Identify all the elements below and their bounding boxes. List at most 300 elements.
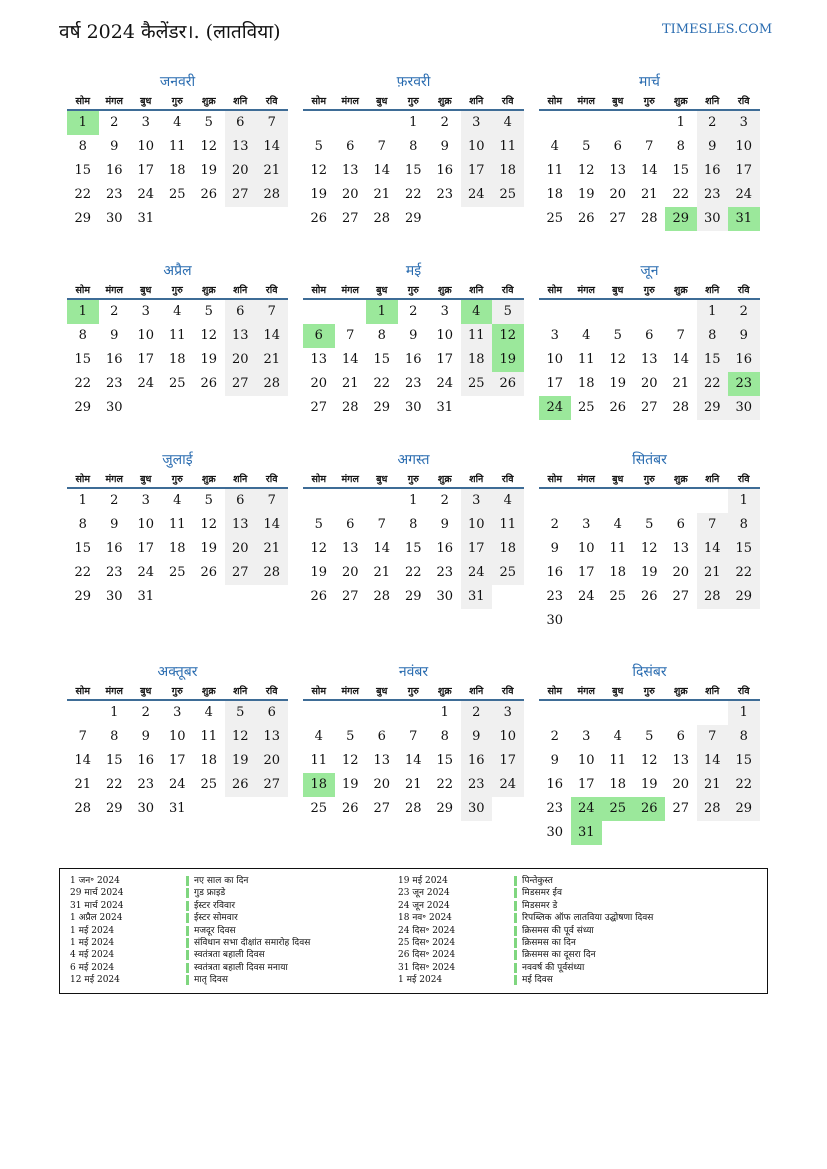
day-cell[interactable]: 14 [640,163,658,178]
day-cell[interactable]: 8 [697,324,729,348]
day-cell[interactable]: 18 [577,376,595,391]
day-cell[interactable]: 17 [137,163,155,178]
day-cell[interactable]: 8 [409,139,418,154]
day-cell[interactable]: 19 [200,352,218,367]
day-cell[interactable]: 21 [404,777,422,792]
day-cell[interactable]: 6 [645,328,654,343]
day-cell[interactable]: 29 [697,396,729,420]
day-cell[interactable]: 28 [256,561,288,585]
day-cell[interactable]: 12 [200,139,218,154]
day-cell[interactable]: 25 [492,561,524,585]
day-cell[interactable]: 14 [373,541,391,556]
day-cell[interactable]: 4 [613,517,622,532]
day-cell[interactable]: 8 [728,513,760,537]
day-cell[interactable]: 16 [436,541,454,556]
day-cell[interactable]: 5 [346,729,355,744]
day-cell[interactable]: 23 [546,801,564,816]
day-cell[interactable]: 22 [404,187,422,202]
day-cell[interactable]: 2 [550,729,559,744]
day-cell[interactable]: 22 [404,565,422,580]
day-cell[interactable]: 18 [168,163,186,178]
day-cell[interactable]: 24 [436,376,454,391]
day-cell[interactable]: 8 [78,139,87,154]
day-cell[interactable]: 5 [204,115,213,130]
day-cell[interactable]: 22 [74,376,92,391]
day-cell[interactable]: 7 [377,139,386,154]
day-cell[interactable]: 19 [492,348,524,372]
day-cell[interactable]: 9 [550,541,559,556]
day-cell[interactable]: 1 [110,705,119,720]
day-cell[interactable]: 28 [373,211,391,226]
day-cell[interactable]: 17 [577,565,595,580]
day-cell[interactable]: 16 [404,352,422,367]
day-cell[interactable]: 24 [137,187,155,202]
day-cell[interactable]: 24 [539,396,571,420]
day-cell[interactable]: 29 [74,589,92,604]
day-cell[interactable]: 25 [492,183,524,207]
day-cell[interactable]: 13 [341,163,359,178]
day-cell[interactable]: 17 [168,753,186,768]
day-cell[interactable]: 30 [546,613,564,628]
day-cell[interactable]: 25 [168,376,186,391]
day-cell[interactable]: 8 [78,517,87,532]
day-cell[interactable]: 1 [409,493,418,508]
day-cell[interactable]: 27 [373,801,391,816]
day-cell[interactable]: 23 [404,376,422,391]
day-cell[interactable]: 30 [137,801,155,816]
day-cell[interactable]: 25 [602,797,634,821]
day-cell[interactable]: 3 [141,304,150,319]
day-cell[interactable]: 21 [373,187,391,202]
day-cell[interactable]: 28 [640,211,658,226]
day-cell[interactable]: 9 [550,753,559,768]
day-cell[interactable]: 12 [640,753,658,768]
day-cell[interactable]: 17 [137,352,155,367]
day-cell[interactable]: 10 [137,517,155,532]
day-cell[interactable]: 10 [461,513,493,537]
day-cell[interactable]: 17 [436,352,454,367]
day-cell[interactable]: 3 [550,328,559,343]
day-cell[interactable]: 29 [105,801,123,816]
day-cell[interactable]: 19 [640,777,658,792]
day-cell[interactable]: 6 [225,489,257,513]
day-cell[interactable]: 2 [728,300,760,324]
day-cell[interactable]: 8 [78,328,87,343]
day-cell[interactable]: 17 [728,159,760,183]
day-cell[interactable]: 6 [346,139,355,154]
day-cell[interactable]: 19 [341,777,359,792]
day-cell[interactable]: 13 [310,352,328,367]
day-cell[interactable]: 28 [404,801,422,816]
day-cell[interactable]: 21 [697,773,729,797]
day-cell[interactable]: 23 [461,773,493,797]
day-cell[interactable]: 26 [640,589,658,604]
day-cell[interactable]: 24 [168,777,186,792]
day-cell[interactable]: 18 [492,537,524,561]
day-cell[interactable]: 20 [640,376,658,391]
day-cell[interactable]: 29 [373,400,391,415]
day-cell[interactable]: 9 [409,328,418,343]
day-cell[interactable]: 15 [672,163,690,178]
day-cell[interactable]: 4 [204,705,213,720]
day-cell[interactable]: 2 [440,115,449,130]
day-cell[interactable]: 28 [672,400,690,415]
day-cell[interactable]: 22 [436,777,454,792]
day-cell[interactable]: 18 [609,565,627,580]
day-cell[interactable]: 4 [492,111,524,135]
day-cell[interactable]: 3 [461,111,493,135]
day-cell[interactable]: 8 [377,328,386,343]
day-cell[interactable]: 2 [110,493,119,508]
day-cell[interactable]: 16 [105,352,123,367]
day-cell[interactable]: 15 [404,541,422,556]
day-cell[interactable]: 7 [409,729,418,744]
day-cell[interactable]: 13 [640,352,658,367]
day-cell[interactable]: 10 [728,135,760,159]
day-cell[interactable]: 15 [728,749,760,773]
day-cell[interactable]: 27 [256,773,288,797]
day-cell[interactable]: 21 [373,565,391,580]
day-cell[interactable]: 29 [665,207,697,231]
day-cell[interactable]: 27 [225,372,257,396]
day-cell[interactable]: 30 [436,589,454,604]
day-cell[interactable]: 3 [173,705,182,720]
day-cell[interactable]: 13 [373,753,391,768]
day-cell[interactable]: 1 [67,111,99,135]
day-cell[interactable]: 29 [728,585,760,609]
day-cell[interactable]: 24 [728,183,760,207]
day-cell[interactable]: 13 [609,163,627,178]
day-cell[interactable]: 14 [74,753,92,768]
day-cell[interactable]: 17 [461,159,493,183]
day-cell[interactable]: 18 [168,352,186,367]
day-cell[interactable]: 20 [225,348,257,372]
day-cell[interactable]: 25 [168,187,186,202]
day-cell[interactable]: 20 [310,376,328,391]
day-cell[interactable]: 11 [310,753,328,768]
day-cell[interactable]: 2 [461,701,493,725]
day-cell[interactable]: 5 [204,493,213,508]
day-cell[interactable]: 20 [225,159,257,183]
day-cell[interactable]: 27 [310,400,328,415]
day-cell[interactable]: 25 [546,211,564,226]
day-cell[interactable]: 2 [440,493,449,508]
day-cell[interactable]: 16 [105,163,123,178]
day-cell[interactable]: 12 [200,328,218,343]
day-cell[interactable]: 16 [436,163,454,178]
day-cell[interactable]: 1 [366,300,398,324]
day-cell[interactable]: 24 [492,773,524,797]
day-cell[interactable]: 29 [404,211,422,226]
day-cell[interactable]: 4 [582,328,591,343]
day-cell[interactable]: 22 [728,561,760,585]
day-cell[interactable]: 26 [310,589,328,604]
day-cell[interactable]: 21 [672,376,690,391]
day-cell[interactable]: 3 [440,304,449,319]
day-cell[interactable]: 23 [105,565,123,580]
day-cell[interactable]: 11 [492,135,524,159]
day-cell[interactable]: 23 [436,565,454,580]
day-cell[interactable]: 7 [78,729,87,744]
day-cell[interactable]: 26 [310,211,328,226]
day-cell[interactable]: 26 [200,187,218,202]
day-cell[interactable]: 9 [440,139,449,154]
day-cell[interactable]: 29 [404,589,422,604]
day-cell[interactable]: 27 [609,211,627,226]
day-cell[interactable]: 25 [609,589,627,604]
day-cell[interactable]: 19 [310,565,328,580]
day-cell[interactable]: 31 [436,400,454,415]
day-cell[interactable]: 25 [577,400,595,415]
day-cell[interactable]: 1 [697,300,729,324]
day-cell[interactable]: 9 [461,725,493,749]
day-cell[interactable]: 15 [373,352,391,367]
day-cell[interactable]: 20 [672,565,690,580]
day-cell[interactable]: 3 [461,489,493,513]
day-cell[interactable]: 26 [225,773,257,797]
day-cell[interactable]: 4 [173,304,182,319]
day-cell[interactable]: 2 [110,304,119,319]
day-cell[interactable]: 23 [436,187,454,202]
day-cell[interactable]: 25 [200,777,218,792]
day-cell[interactable]: 31 [168,801,186,816]
day-cell[interactable]: 12 [609,352,627,367]
day-cell[interactable]: 21 [256,537,288,561]
day-cell[interactable]: 24 [137,565,155,580]
day-cell[interactable]: 10 [137,139,155,154]
day-cell[interactable]: 17 [137,541,155,556]
day-cell[interactable]: 26 [492,372,524,396]
day-cell[interactable]: 3 [141,493,150,508]
day-cell[interactable]: 3 [141,115,150,130]
day-cell[interactable]: 15 [74,541,92,556]
day-cell[interactable]: 14 [697,537,729,561]
day-cell[interactable]: 29 [74,400,92,415]
day-cell[interactable]: 8 [440,729,449,744]
day-cell[interactable]: 29 [74,211,92,226]
day-cell[interactable]: 30 [461,797,493,821]
day-cell[interactable]: 25 [168,565,186,580]
day-cell[interactable]: 7 [697,513,729,537]
day-cell[interactable]: 30 [728,396,760,420]
day-cell[interactable]: 20 [341,187,359,202]
day-cell[interactable]: 18 [609,777,627,792]
day-cell[interactable]: 9 [141,729,150,744]
day-cell[interactable]: 15 [728,537,760,561]
day-cell[interactable]: 31 [728,207,760,231]
day-cell[interactable]: 18 [546,187,564,202]
day-cell[interactable]: 12 [341,753,359,768]
day-cell[interactable]: 16 [105,541,123,556]
day-cell[interactable]: 17 [492,749,524,773]
day-cell[interactable]: 22 [74,565,92,580]
day-cell[interactable]: 11 [200,729,218,744]
day-cell[interactable]: 9 [728,324,760,348]
day-cell[interactable]: 4 [492,489,524,513]
day-cell[interactable]: 12 [577,163,595,178]
day-cell[interactable]: 11 [168,517,186,532]
day-cell[interactable]: 14 [373,163,391,178]
day-cell[interactable]: 16 [546,777,564,792]
day-cell[interactable]: 17 [546,376,564,391]
day-cell[interactable]: 7 [645,139,654,154]
day-cell[interactable]: 5 [613,328,622,343]
day-cell[interactable]: 15 [105,753,123,768]
day-cell[interactable]: 14 [256,324,288,348]
day-cell[interactable]: 12 [492,324,524,348]
day-cell[interactable]: 23 [728,372,760,396]
day-cell[interactable]: 13 [225,513,257,537]
day-cell[interactable]: 27 [640,400,658,415]
day-cell[interactable]: 31 [571,821,603,845]
day-cell[interactable]: 14 [672,352,690,367]
day-cell[interactable]: 9 [697,135,729,159]
day-cell[interactable]: 1 [67,300,99,324]
day-cell[interactable]: 28 [341,400,359,415]
day-cell[interactable]: 27 [672,801,690,816]
day-cell[interactable]: 22 [105,777,123,792]
day-cell[interactable]: 28 [74,801,92,816]
day-cell[interactable]: 6 [377,729,386,744]
day-cell[interactable]: 1 [409,115,418,130]
day-cell[interactable]: 14 [404,753,422,768]
day-cell[interactable]: 10 [577,541,595,556]
day-cell[interactable]: 24 [571,797,603,821]
day-cell[interactable]: 6 [256,701,288,725]
day-cell[interactable]: 6 [676,517,685,532]
day-cell[interactable]: 13 [672,753,690,768]
day-cell[interactable]: 13 [225,135,257,159]
day-cell[interactable]: 14 [697,749,729,773]
day-cell[interactable]: 10 [546,352,564,367]
day-cell[interactable]: 7 [256,489,288,513]
day-cell[interactable]: 9 [110,517,119,532]
day-cell[interactable]: 10 [436,328,454,343]
day-cell[interactable]: 19 [200,541,218,556]
day-cell[interactable]: 7 [346,328,355,343]
day-cell[interactable]: 22 [697,372,729,396]
day-cell[interactable]: 8 [110,729,119,744]
day-cell[interactable]: 31 [137,589,155,604]
day-cell[interactable]: 16 [697,159,729,183]
day-cell[interactable]: 28 [697,797,729,821]
day-cell[interactable]: 26 [200,376,218,391]
day-cell[interactable]: 11 [609,753,627,768]
day-cell[interactable]: 28 [256,372,288,396]
day-cell[interactable]: 10 [137,328,155,343]
day-cell[interactable]: 11 [546,163,564,178]
day-cell[interactable]: 6 [225,300,257,324]
day-cell[interactable]: 22 [728,773,760,797]
day-cell[interactable]: 21 [256,159,288,183]
day-cell[interactable]: 31 [461,585,493,609]
day-cell[interactable]: 11 [168,328,186,343]
day-cell[interactable]: 25 [310,801,328,816]
day-cell[interactable]: 27 [225,561,257,585]
day-cell[interactable]: 22 [672,187,690,202]
day-cell[interactable]: 12 [225,725,257,749]
day-cell[interactable]: 5 [225,701,257,725]
day-cell[interactable]: 5 [492,300,524,324]
day-cell[interactable]: 12 [200,517,218,532]
day-cell[interactable]: 23 [105,187,123,202]
day-cell[interactable]: 12 [310,163,328,178]
day-cell[interactable]: 21 [74,777,92,792]
day-cell[interactable]: 6 [225,111,257,135]
day-cell[interactable]: 2 [141,705,150,720]
day-cell[interactable]: 2 [409,304,418,319]
day-cell[interactable]: 4 [550,139,559,154]
day-cell[interactable]: 11 [492,513,524,537]
day-cell[interactable]: 10 [577,753,595,768]
day-cell[interactable]: 18 [303,773,335,797]
day-cell[interactable]: 23 [137,777,155,792]
day-cell[interactable]: 20 [609,187,627,202]
day-cell[interactable]: 21 [341,376,359,391]
day-cell[interactable]: 14 [341,352,359,367]
day-cell[interactable]: 5 [314,139,323,154]
day-cell[interactable]: 27 [341,589,359,604]
day-cell[interactable]: 13 [672,541,690,556]
day-cell[interactable]: 18 [492,159,524,183]
day-cell[interactable]: 8 [676,139,685,154]
day-cell[interactable]: 17 [461,537,493,561]
day-cell[interactable]: 30 [697,207,729,231]
day-cell[interactable]: 11 [609,541,627,556]
day-cell[interactable]: 5 [645,517,654,532]
day-cell[interactable]: 12 [310,541,328,556]
day-cell[interactable]: 11 [461,324,493,348]
site-link[interactable]: TIMESLES.COM [662,22,773,37]
day-cell[interactable]: 10 [492,725,524,749]
day-cell[interactable]: 24 [461,183,493,207]
day-cell[interactable]: 11 [168,139,186,154]
day-cell[interactable]: 13 [341,541,359,556]
day-cell[interactable]: 21 [640,187,658,202]
day-cell[interactable]: 6 [303,324,335,348]
day-cell[interactable]: 2 [550,517,559,532]
day-cell[interactable]: 4 [173,115,182,130]
day-cell[interactable]: 26 [341,801,359,816]
day-cell[interactable]: 8 [728,725,760,749]
day-cell[interactable]: 4 [173,493,182,508]
day-cell[interactable]: 4 [314,729,323,744]
day-cell[interactable]: 28 [256,183,288,207]
day-cell[interactable]: 14 [256,135,288,159]
day-cell[interactable]: 3 [582,517,591,532]
day-cell[interactable]: 19 [640,565,658,580]
day-cell[interactable]: 30 [546,825,564,840]
day-cell[interactable]: 19 [200,163,218,178]
day-cell[interactable]: 15 [436,753,454,768]
day-cell[interactable]: 18 [168,541,186,556]
day-cell[interactable]: 13 [225,324,257,348]
day-cell[interactable]: 27 [225,183,257,207]
day-cell[interactable]: 1 [676,115,685,130]
day-cell[interactable]: 15 [404,163,422,178]
day-cell[interactable]: 19 [225,749,257,773]
day-cell[interactable]: 24 [137,376,155,391]
day-cell[interactable]: 19 [577,187,595,202]
day-cell[interactable]: 26 [577,211,595,226]
day-cell[interactable]: 5 [645,729,654,744]
day-cell[interactable]: 7 [256,300,288,324]
day-cell[interactable]: 15 [697,348,729,372]
day-cell[interactable]: 3 [728,111,760,135]
day-cell[interactable]: 30 [105,211,123,226]
day-cell[interactable]: 16 [546,565,564,580]
day-cell[interactable]: 8 [409,517,418,532]
